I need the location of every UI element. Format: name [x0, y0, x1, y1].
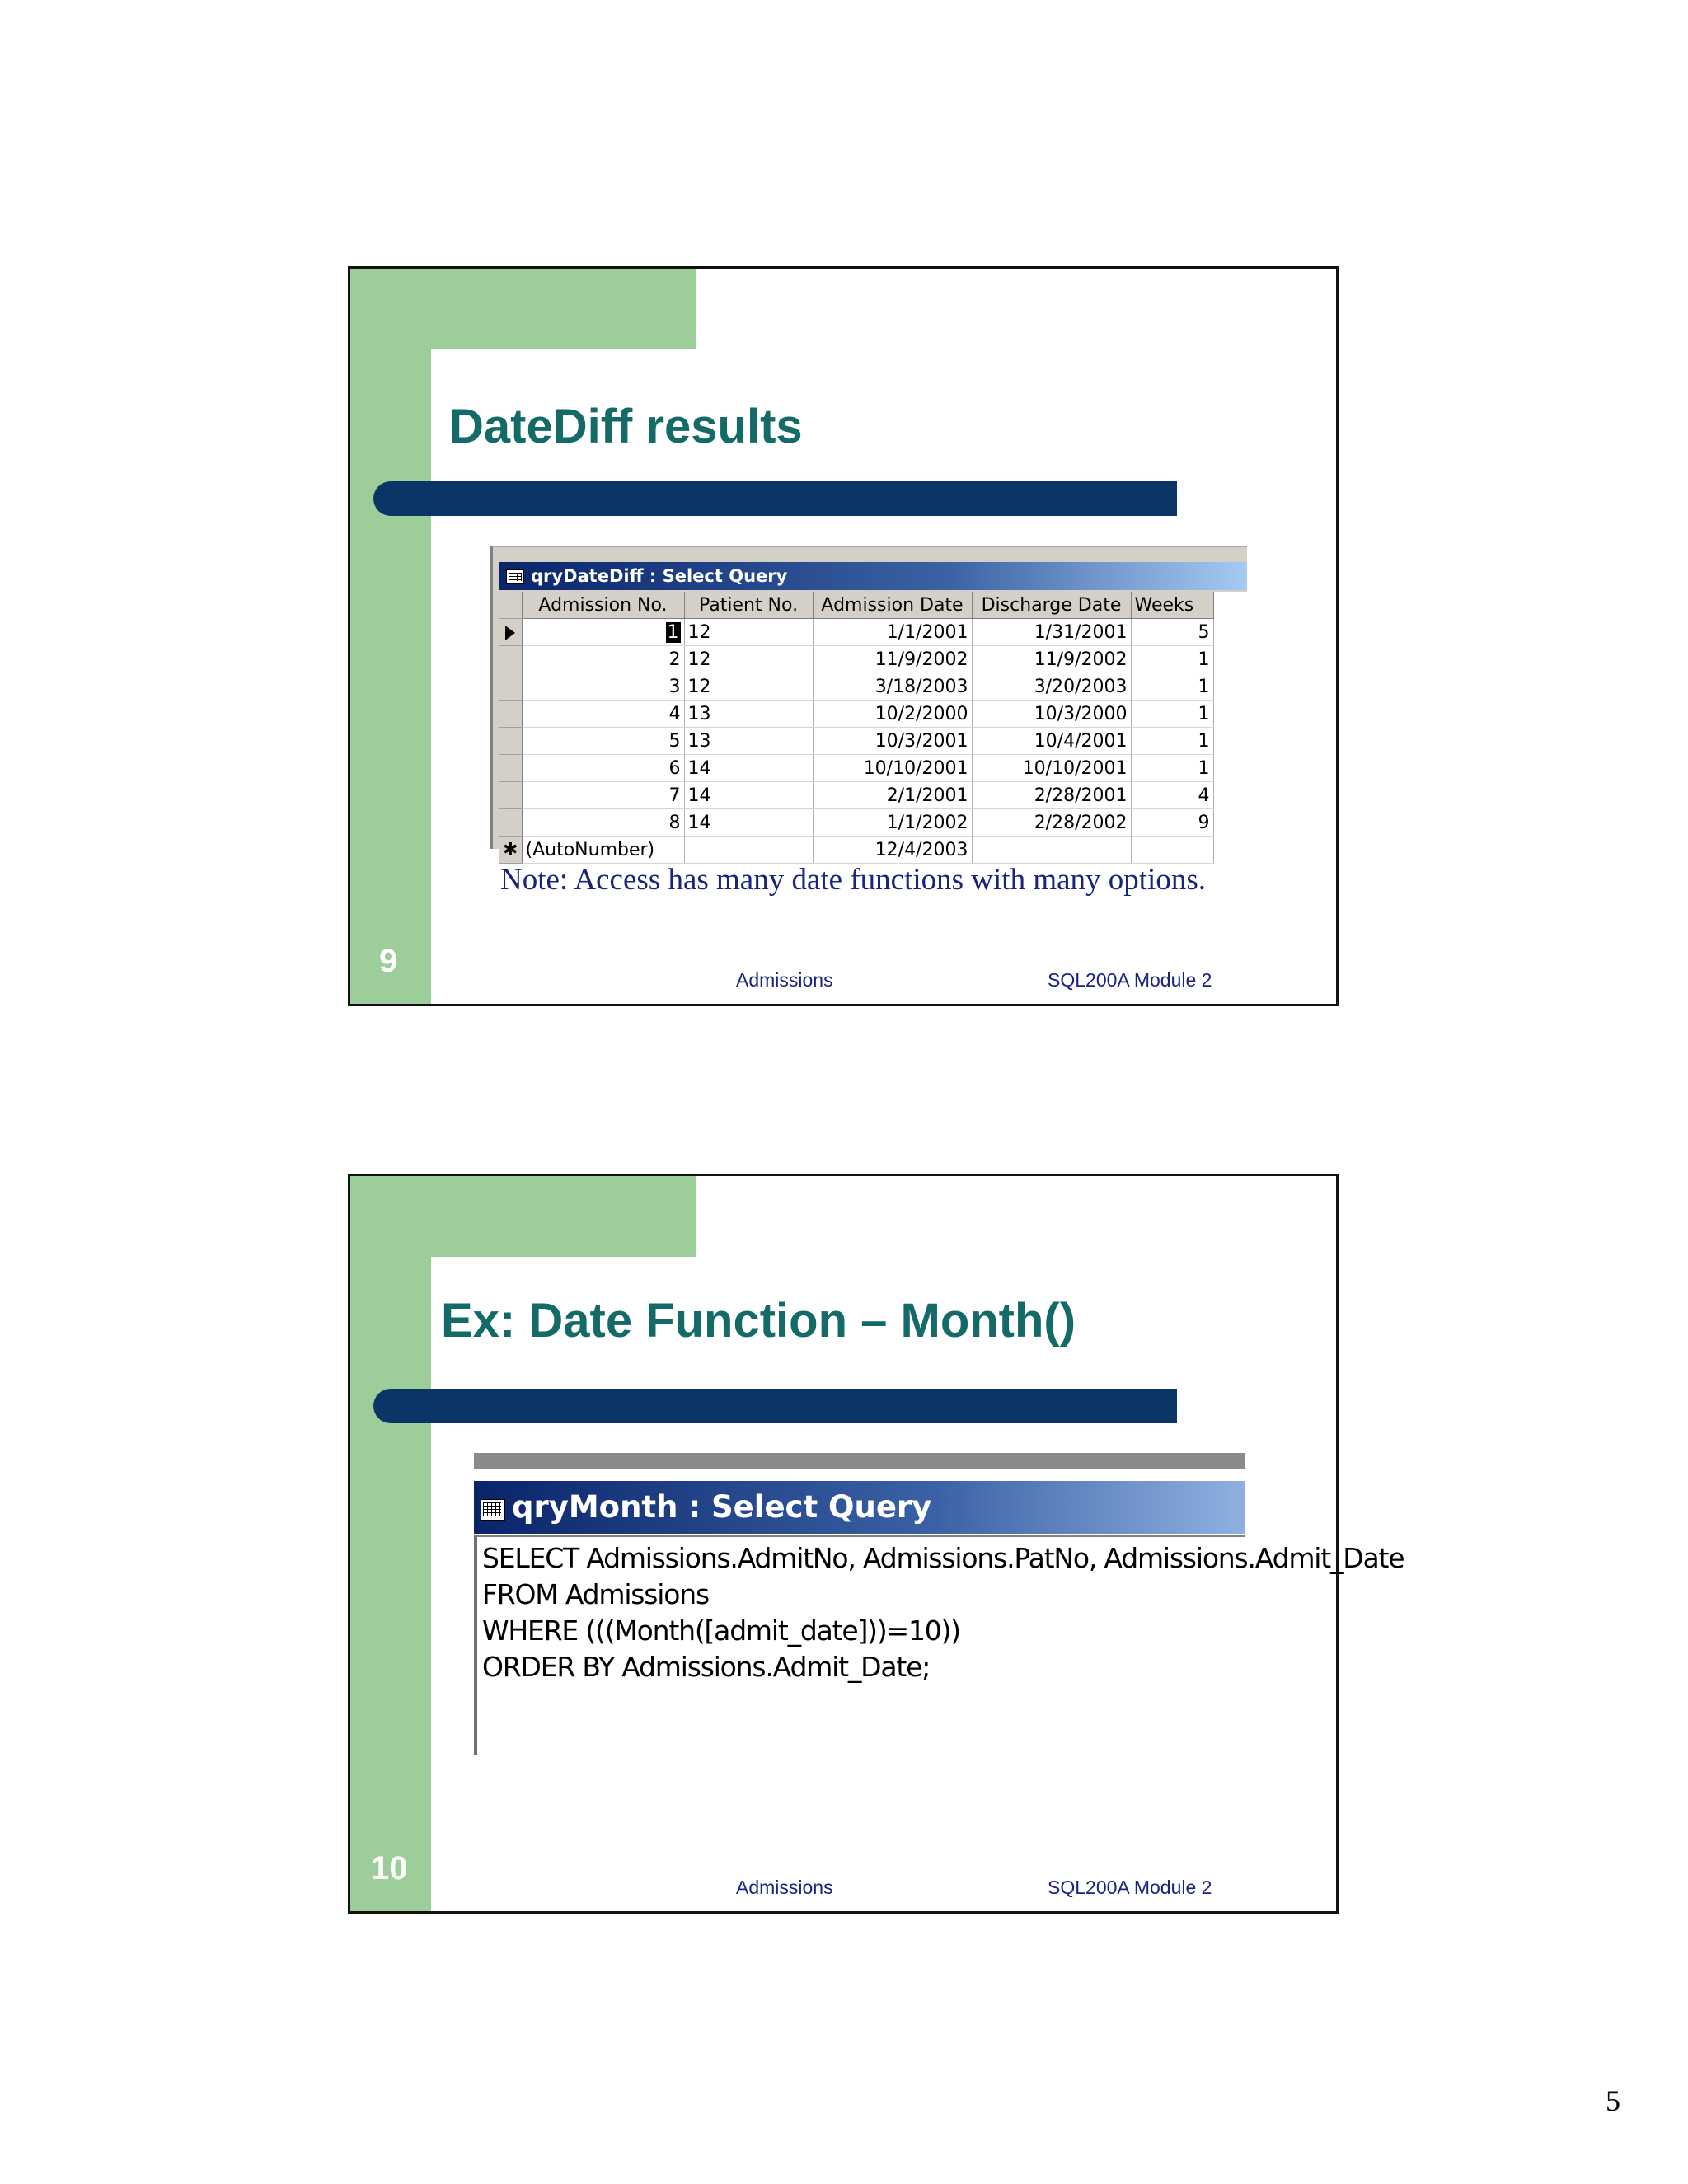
window-frame-top: [474, 1453, 1245, 1469]
slide-accent-bar: [350, 1176, 431, 1911]
table-row[interactable]: [499, 755, 1213, 782]
record-selector[interactable]: [499, 619, 522, 646]
query-icon: [481, 1499, 505, 1521]
slide-note: Note: Access has many date functions with many options.: [500, 863, 1206, 897]
table-cell[interactable]: 14: [684, 809, 813, 837]
sql-line: WHERE (((Month([admit_date]))=10)): [482, 1615, 960, 1647]
record-selector[interactable]: [499, 728, 522, 755]
sql-window-title: qryMonth : Select Query: [512, 1489, 932, 1525]
sql-window: [474, 1453, 1404, 1755]
table-cell[interactable]: 11/9/2002: [972, 646, 1131, 673]
column-header[interactable]: Weeks: [1131, 592, 1213, 619]
table-cell[interactable]: 1: [522, 619, 684, 646]
column-header[interactable]: Admission Date: [813, 592, 972, 619]
table-cell[interactable]: 5: [1131, 619, 1213, 646]
current-record-arrow-icon: [505, 626, 515, 640]
table-cell[interactable]: (AutoNumber): [522, 837, 684, 864]
table-cell[interactable]: 1: [1131, 755, 1213, 782]
slide-accent-bar: [350, 269, 431, 1004]
footer-right: SQL200A Module 2: [1048, 1877, 1212, 1898]
table-cell[interactable]: 10/10/2001: [972, 755, 1131, 782]
table-cell[interactable]: 1: [1131, 673, 1213, 701]
record-selector[interactable]: [499, 809, 522, 837]
table-cell[interactable]: 10/3/2001: [813, 728, 972, 755]
column-header[interactable]: Admission No.: [522, 592, 684, 619]
table-cell[interactable]: 2/1/2001: [813, 782, 972, 809]
slide-9: [348, 266, 1339, 1006]
table-row[interactable]: [499, 646, 1213, 673]
record-selector[interactable]: [499, 701, 522, 728]
page-number: 5: [1606, 2084, 1620, 2117]
sql-line: FROM Admissions: [482, 1578, 709, 1610]
table-cell[interactable]: 10/2/2000: [813, 701, 972, 728]
table-cell[interactable]: 6: [522, 755, 684, 782]
record-selector[interactable]: [499, 755, 522, 782]
table-row[interactable]: [499, 782, 1213, 809]
table-cell[interactable]: [972, 837, 1131, 864]
table-cell[interactable]: 10/10/2001: [813, 755, 972, 782]
table-cell[interactable]: 14: [684, 755, 813, 782]
table-cell[interactable]: 1: [1131, 646, 1213, 673]
new-record-row[interactable]: [499, 837, 1213, 864]
query-window-titlebar[interactable]: [499, 562, 1247, 590]
sql-window-titlebar[interactable]: [474, 1481, 1245, 1534]
slide-number: 10: [371, 1850, 408, 1886]
slide-accent-tab: [350, 1176, 696, 1257]
slide-10: [348, 1174, 1404, 1914]
table-cell[interactable]: 12: [684, 646, 813, 673]
table-cell[interactable]: 4: [1131, 782, 1213, 809]
table-cell[interactable]: 1: [1131, 701, 1213, 728]
table-cell[interactable]: 12/4/2003: [813, 837, 972, 864]
header-row: [499, 592, 1213, 619]
table-cell[interactable]: 11/9/2002: [813, 646, 972, 673]
record-selector[interactable]: [499, 646, 522, 673]
slide-accent-tab: [350, 269, 696, 349]
record-selector[interactable]: [499, 837, 522, 864]
table-cell[interactable]: 1/1/2002: [813, 809, 972, 837]
footer-right: SQL200A Module 2: [1048, 969, 1212, 991]
title-rule: [373, 1389, 1177, 1423]
table-cell[interactable]: 14: [684, 782, 813, 809]
datasheet-icon: [506, 569, 524, 584]
record-selector[interactable]: [499, 782, 522, 809]
table-row[interactable]: [499, 673, 1213, 701]
table-cell[interactable]: 1/31/2001: [972, 619, 1131, 646]
sql-editor[interactable]: [474, 1535, 1404, 1755]
table-cell[interactable]: 2/28/2001: [972, 782, 1131, 809]
table-cell[interactable]: 13: [684, 701, 813, 728]
column-header[interactable]: Discharge Date: [972, 592, 1131, 619]
query-window-title: qryDateDiff : Select Query: [531, 566, 788, 586]
table-row[interactable]: [499, 809, 1213, 837]
sql-line: ORDER BY Admissions.Admit_Date;: [482, 1651, 931, 1683]
table-cell[interactable]: 3/18/2003: [813, 673, 972, 701]
datasheet-grid: [499, 592, 1247, 860]
table-row[interactable]: [499, 701, 1213, 728]
table-cell[interactable]: 2: [522, 646, 684, 673]
title-rule: [373, 481, 1177, 516]
record-selector[interactable]: [499, 673, 522, 701]
table-cell[interactable]: 12: [684, 619, 813, 646]
table-cell[interactable]: 7: [522, 782, 684, 809]
slide-title: DateDiff results: [449, 400, 803, 453]
table-cell[interactable]: 3: [522, 673, 684, 701]
table-cell[interactable]: 10/4/2001: [972, 728, 1131, 755]
table-cell[interactable]: 5: [522, 728, 684, 755]
table-cell[interactable]: 12: [684, 673, 813, 701]
column-header[interactable]: Patient No.: [684, 592, 813, 619]
select-all-corner[interactable]: [499, 592, 522, 619]
table-row[interactable]: [499, 728, 1213, 755]
query-window: [490, 546, 1247, 860]
new-record-star-icon: ✱: [503, 839, 518, 860]
table-cell[interactable]: 13: [684, 728, 813, 755]
table-row[interactable]: [499, 619, 1213, 646]
table-cell[interactable]: 1/1/2001: [813, 619, 972, 646]
table-cell[interactable]: 1: [1131, 728, 1213, 755]
footer-left: Admissions: [736, 969, 833, 991]
datasheet-table: [499, 592, 1214, 864]
table-cell[interactable]: [684, 837, 813, 864]
table-cell[interactable]: 9: [1131, 809, 1213, 837]
table-cell[interactable]: 4: [522, 701, 684, 728]
sql-line: SELECT Admissions.AdmitNo, Admissions.PatNo, Admissions.Admit_Date: [482, 1542, 1404, 1574]
table-cell[interactable]: 2/28/2002: [972, 809, 1131, 837]
table-cell[interactable]: 8: [522, 809, 684, 837]
slide-title: Ex: Date Function – Month(): [441, 1294, 1076, 1347]
table-cell[interactable]: 10/3/2000: [972, 701, 1131, 728]
table-cell[interactable]: [1131, 837, 1213, 864]
footer-left: Admissions: [736, 1877, 833, 1898]
table-cell[interactable]: 3/20/2003: [972, 673, 1131, 701]
slide-number: 9: [379, 943, 398, 979]
